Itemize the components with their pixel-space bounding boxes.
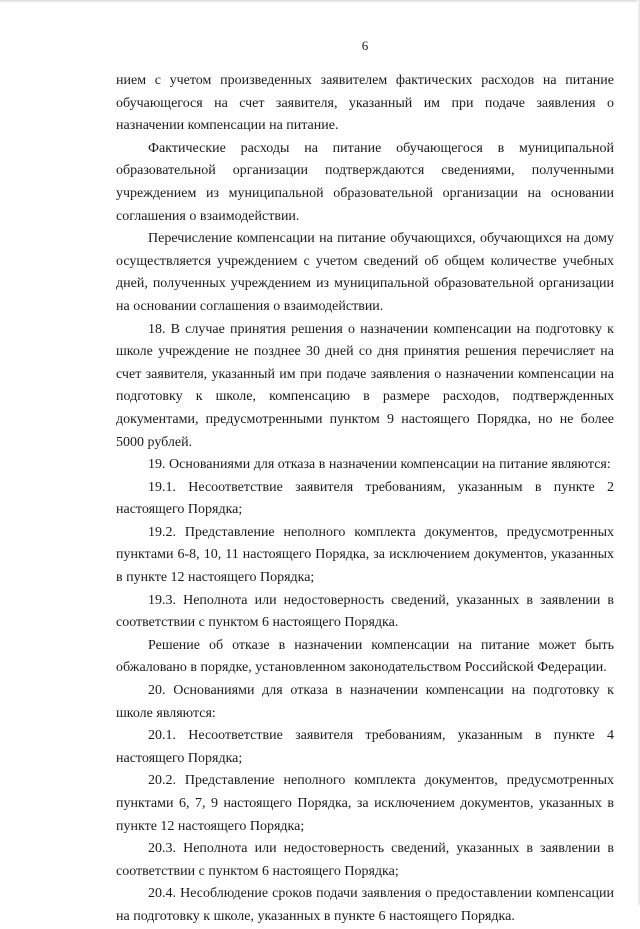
clause-18: 18. В случае принятия решения о назначении компенсации на подготовку к школе учреждение не позднее 30 дней со дня принятия решения перечисляет на счет заявителя, указанный им при подаче заявления о назначении компенсации на подготовку к школе, компенсацию в размере расходов, подтвержденных документами, предусмотренными пунктом 9 настоящего Порядка, но не более 5000 рублей.	[116, 321, 614, 450]
page-number: 6	[361, 38, 369, 53]
clause-19: 19. Основаниями для отказа в назначении компенсации на питание являются:	[148, 457, 611, 473]
scan-edge-top	[0, 0, 640, 3]
clause-19-3: 19.3. Неполнота или недостоверность сведений, указанных в заявлении в соответствии с пунктом 6 настоящего Порядка.	[116, 592, 614, 631]
clause-19-2: 19.2. Представление неполного комплекта документов, предусмотренных пунктами 6-8, 10, 11 настоящего Порядка, за исключением документов, указанных в пункте 12 настоящего Порядка;	[116, 524, 614, 586]
clause-20-3: 20.3. Неполнота или недостоверность сведений, указанных в заявлении в соответствии с пунктом 6 настоящего Порядка;	[116, 841, 614, 879]
clause-20: 20. Основаниями для отказа в назначении компенсации на подготовку к школе являются:	[116, 683, 614, 721]
paragraph-home-schooling-transfer: Перечисление компенсации на питание обучающихся, обучающихся на дому осуществляется учреждением с учетом сведений об общем количестве учебных дней, полученных учреждением из муниципальной образовательной организации на основании соглашения о взаимодействии.	[116, 231, 614, 314]
clause-19-1: 19.1. Несоответствие заявителя требованиям, указанным в пункте 2 настоящего Порядка;	[116, 479, 614, 518]
paragraph-continuation: нием с учетом произведенных заявителем фактических расходов на питание обучающегося на счет заявителя, указанный им при подаче заявления о назначении компенсации на питание.	[116, 73, 614, 134]
paragraph-appeal: Решение об отказе в назначении компенсации на питание может быть обжаловано в порядке, установленном законодательством Российской Федерации.	[116, 637, 614, 676]
clause-20-1: 20.1. Несоответствие заявителя требованиям, указанным в пункте 4 настоящего Порядка;	[116, 728, 614, 766]
clause-20-2: 20.2. Представление неполного комплекта документов, предусмотренных пунктами 6, 7, 9 настоящего Порядка, за исключением документов, указанных в пункте 12 настоящего Порядка;	[116, 773, 614, 834]
clause-20-4: 20.4. Несоблюдение сроков подачи заявления о предоставлении компенсации на подготовку к школе, указанных в пункте 6 настоящего Порядка.	[116, 886, 614, 924]
document-page	[116, 38, 614, 929]
paragraph-actual-expenses: Фактические расходы на питание обучающегося в муниципальной образовательной организации подтверждаются сведениями, полученными учреждением из муниципальной образовательной организации на основании соглашения о взаимодействии.	[116, 140, 614, 224]
